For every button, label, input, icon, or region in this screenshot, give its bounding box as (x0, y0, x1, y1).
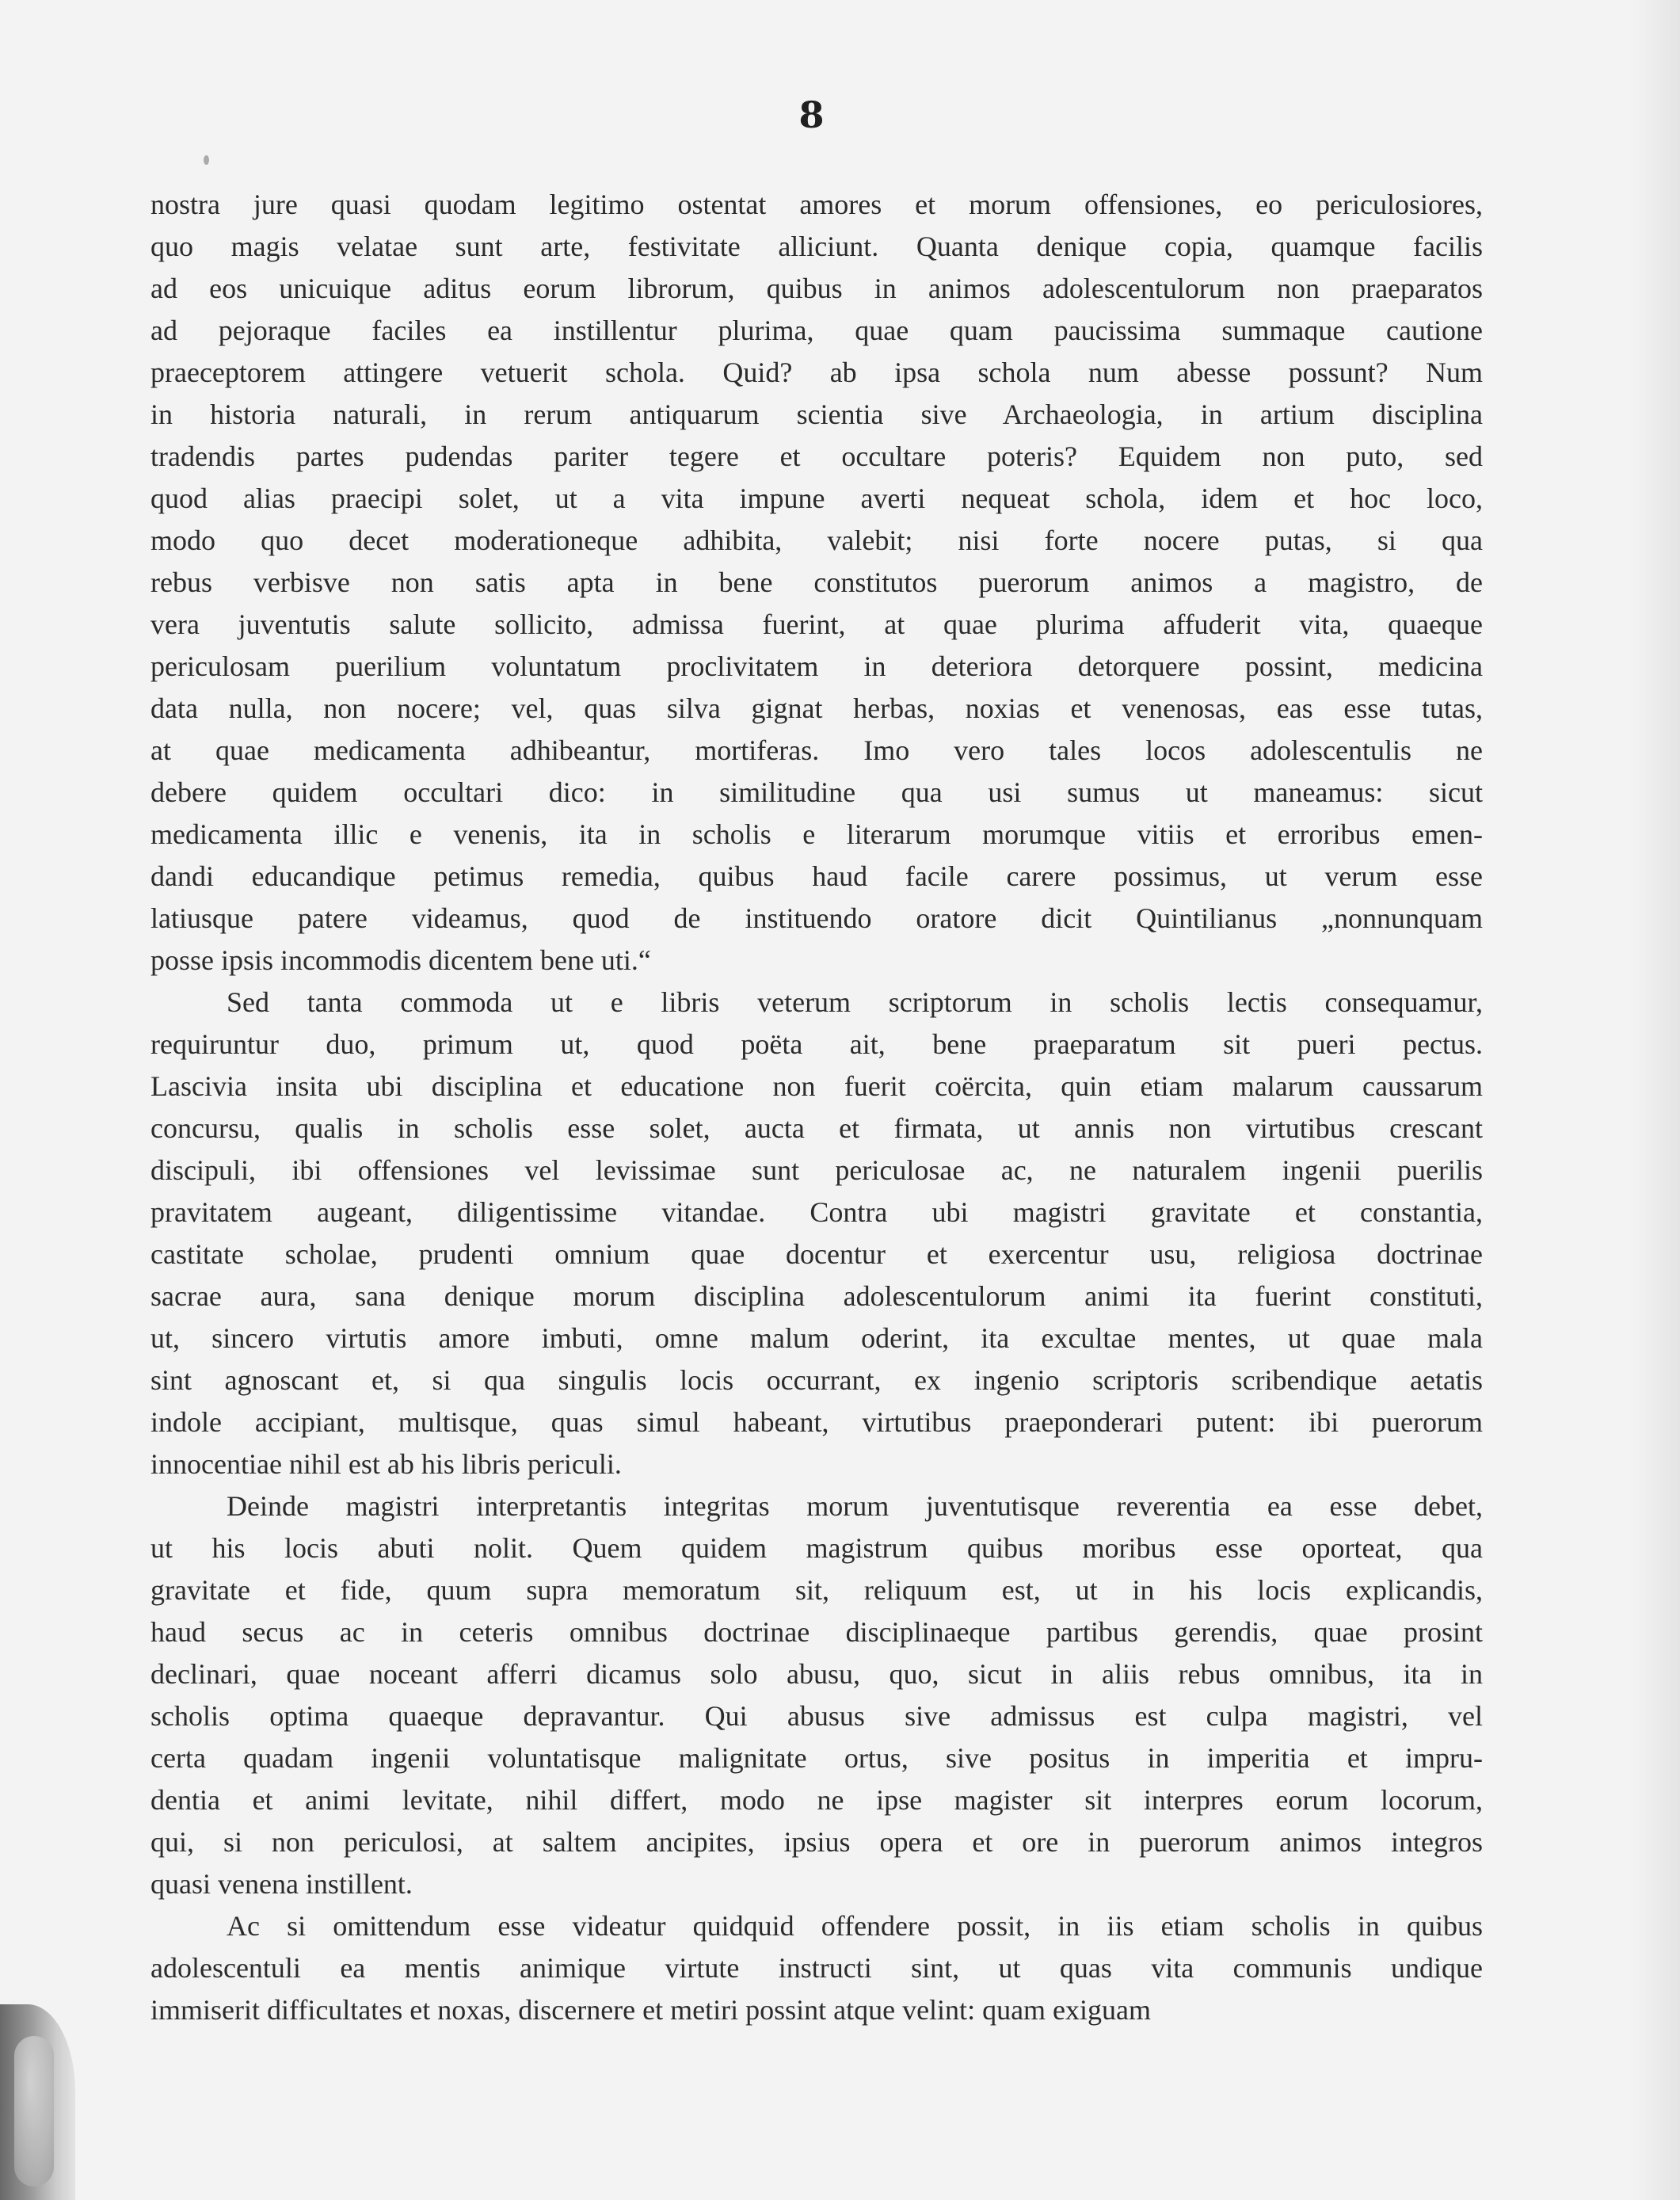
text-line: Deinde magistri interpretantis integritas morum juventutisque reverentia ea esse debet, (227, 1490, 1483, 1522)
text-line: periculosam puerilium voluntatum proclivitatem in deteriora detorquere possint, medicina (150, 650, 1483, 682)
text-line: quod alias praecipi solet, ut a vita impune averti nequeat schola, idem et hoc loco, (150, 482, 1483, 514)
text-line: posse ipsis incommodis dicentem bene uti.“ (150, 944, 651, 976)
text-line: debere quidem occultari dico: in similitudine qua usi sumus ut maneamus: sicut (150, 776, 1483, 808)
text-line: ad eos unicuique aditus eorum librorum, quibus in animos adolescentulorum non praeparatos (150, 273, 1483, 304)
text-line: Sed tanta commoda ut e libris veterum scriptorum in scholis lectis consequamur, (227, 986, 1483, 1018)
text-line: dandi educandique petimus remedia, quibus haud facile carere possimus, ut verum esse (150, 860, 1483, 892)
text-line: castitate scholae, prudenti omnium quae docentur et exercentur usu, religiosa doctrinae (150, 1238, 1483, 1270)
paragraph (150, 184, 1483, 982)
text-line: rebus verbisve non satis apta in bene constitutos puerorum animos a magistro, de (150, 566, 1483, 598)
text-line: Ac si omittendum esse videatur quidquid offendere possit, in iis etiam scholis in quibus (227, 1910, 1483, 1942)
text-line: sint agnoscant et, si qua singulis locis occurrant, ex ingenio scriptoris scribendique aetatis (150, 1364, 1483, 1396)
text-line: declinari, quae noceant afferri dicamus solo abusu, quo, sicut in aliis rebus omnibus, ita in (150, 1658, 1483, 1690)
text-line: latiusque patere videamus, quod de instituendo oratore dicit Quintilianus „nonnunquam (150, 902, 1483, 934)
text-line: immiserit difficultates et noxas, discernere et metiri possint atque velint: quam exiguam (150, 1994, 1152, 2026)
text-line: medicamenta illic e venenis, ita in scholis e literarum morumque vitiis et erroribus emen- (150, 818, 1483, 850)
text-line: Lascivia insita ubi disciplina et educatione non fuerit coërcita, quin etiam malarum caussarum (150, 1070, 1483, 1102)
text-line: adolescentuli ea mentis animique virtute instructi sint, ut quas vita communis undique (150, 1952, 1483, 1984)
text-line: ad pejoraque faciles ea instillentur plurima, quae quam paucissima summaque cautione (150, 315, 1483, 346)
text-line: in historia naturali, in rerum antiquarum scientia sive Archaeologia, in artium disciplina (150, 398, 1483, 430)
text-line: ut, sincero virtutis amore imbuti, omne malum oderint, ita excultae mentes, ut quae mala (150, 1322, 1483, 1354)
text-line: certa quadam ingenii voluntatisque malignitate ortus, sive positus in imperitia et impru- (150, 1742, 1483, 1774)
paragraph (150, 1905, 1483, 2031)
text-line: innocentiae nihil est ab his libris periculi. (150, 1448, 622, 1480)
text-line: haud secus ac in ceteris omnibus doctrinae disciplinaeque partibus gerendis, quae prosint (150, 1616, 1483, 1648)
page-edge-shadow (1632, 0, 1680, 2200)
dust-speck (204, 155, 209, 165)
text-line: quo magis velatae sunt arte, festivitate alliciunt. Quanta denique copia, quamque facilis (150, 231, 1483, 262)
text-line: sacrae aura, sana denique morum disciplina adolescentulorum animi ita fuerint constituti, (150, 1280, 1483, 1312)
text-line: vera juventutis salute sollicito, admissa fuerint, at quae plurima affuderit vita, quaeque (150, 608, 1483, 640)
text-line: quasi venena instillent. (150, 1868, 413, 1900)
text-line: indole accipiant, multisque, quas simul habeant, virtutibus praeponderari putent: ibi puerorum (150, 1406, 1483, 1438)
page-number: 8 (798, 93, 825, 136)
paragraph (150, 1485, 1483, 1905)
text-line: dentia et animi levitate, nihil differt, modo ne ipse magister sit interpres eorum locorum, (150, 1784, 1483, 1816)
text-line: ut his locis abuti nolit. Quem quidem magistrum quibus moribus esse oporteat, qua (150, 1532, 1483, 1564)
text-line: praeceptorem attingere vetuerit schola. Quid? ab ipsa schola num abesse possunt? Num (150, 356, 1483, 388)
paragraph (150, 982, 1483, 1485)
body-text (150, 184, 1483, 2031)
thumb-shadow (0, 2004, 75, 2200)
text-line: gravitate et fide, quum supra memoratum sit, reliquum est, ut in his locis explicandis, (150, 1574, 1483, 1606)
text-line: requiruntur duo, primum ut, quod poëta ait, bene praeparatum sit pueri pectus. (150, 1028, 1483, 1060)
text-line: nostra jure quasi quodam legitimo ostentat amores et morum offensiones, eo periculosiores, (150, 189, 1483, 220)
text-line: modo quo decet moderationeque adhibita, valebit; nisi forte nocere putas, si qua (150, 524, 1483, 556)
text-line: at quae medicamenta adhibeantur, mortiferas. Imo vero tales locos adolescentulis ne (150, 734, 1483, 766)
text-line: concursu, qualis in scholis esse solet, aucta et firmata, ut annis non virtutibus crescant (150, 1112, 1483, 1144)
text-line: tradendis partes pudendas pariter tegere et occultare poteris? Equidem non puto, sed (150, 440, 1483, 472)
text-line: discipuli, ibi offensiones vel levissimae sunt periculosae ac, ne naturalem ingenii puerilis (150, 1154, 1483, 1186)
text-line: pravitatem augeant, diligentissime vitandae. Contra ubi magistri gravitate et constantia, (150, 1196, 1483, 1228)
text-line: qui, si non periculosi, at saltem ancipites, ipsius opera et ore in puerorum animos integros (150, 1826, 1483, 1858)
text-line: scholis optima quaeque depravantur. Qui abusus sive admissus est culpa magistri, vel (150, 1700, 1483, 1732)
text-line: data nulla, non nocere; vel, quas silva gignat herbas, noxias et venenosas, eas esse tutas, (150, 692, 1483, 724)
